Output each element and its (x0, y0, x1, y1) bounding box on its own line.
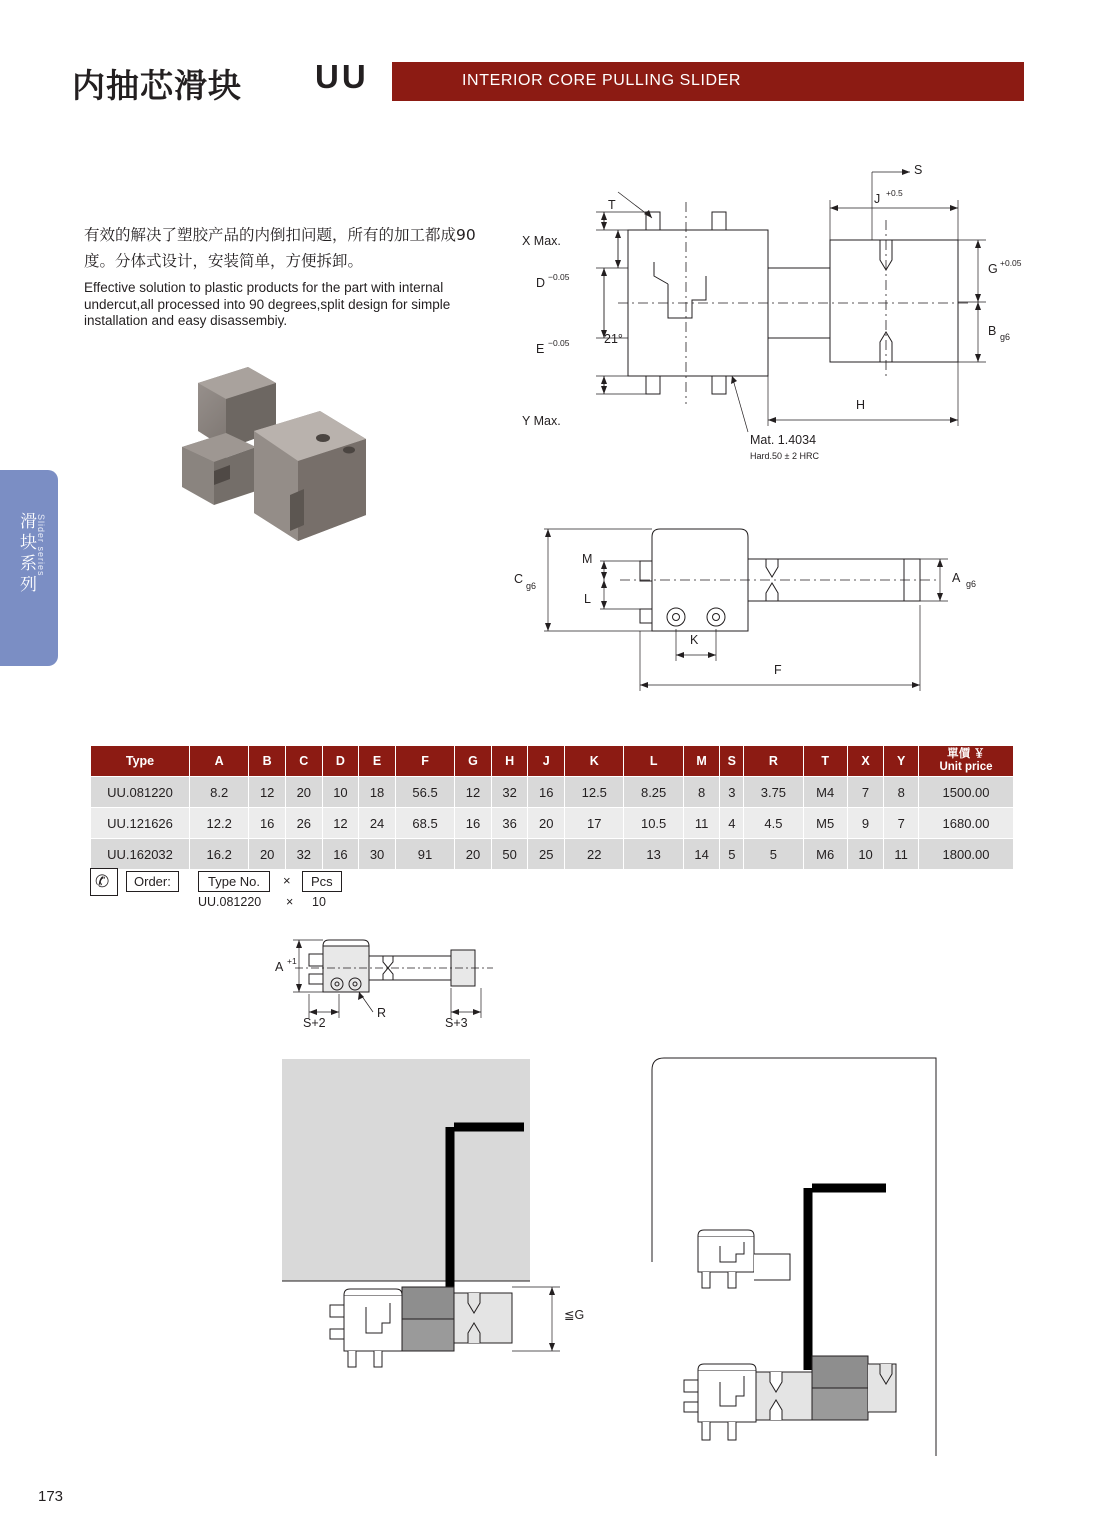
installation-dimension-drawing (255, 930, 545, 1035)
side-tab-label-en: Slider series (36, 514, 46, 577)
col-m: M (683, 746, 720, 777)
price-header-en: Unit price (939, 761, 993, 773)
page-title-cn: 内抽芯滑块 (72, 66, 242, 105)
label-s-plus-3: S+3 (445, 1016, 468, 1030)
order-example (90, 868, 510, 910)
label-g: G (988, 262, 998, 276)
col-k: K (565, 746, 624, 777)
label-m: M (582, 552, 593, 566)
cell-h: 36 (491, 808, 528, 839)
cell-x: 10 (847, 839, 884, 870)
label-x-max: X Max. (522, 234, 561, 248)
col-s: S (720, 746, 744, 777)
application-drawing-left (278, 1055, 598, 1475)
cell-e: 24 (359, 808, 396, 839)
table-row (91, 777, 1014, 808)
col-d: D (322, 746, 359, 777)
cell-t: M6 (803, 839, 847, 870)
cell-g: 12 (455, 777, 492, 808)
label-b-subscript: g6 (1000, 332, 1011, 342)
order-type-no-field[interactable]: Type No. (198, 871, 270, 892)
page-header (72, 60, 1024, 104)
cell-f: 91 (395, 839, 454, 870)
cell-c: 26 (285, 808, 322, 839)
col-y: Y (884, 746, 919, 777)
top-view-drawing (500, 505, 1020, 720)
label-s: S (914, 163, 923, 177)
col-b: B (249, 746, 286, 777)
cell-price: 1500.00 (919, 777, 1014, 808)
label-t: T (608, 198, 616, 212)
page-number: 173 (38, 1488, 64, 1505)
cell-r: 4.5 (744, 808, 803, 839)
cell-c: 20 (285, 777, 322, 808)
cell-l: 10.5 (624, 808, 683, 839)
label-a-plus1: A (275, 960, 284, 974)
side-tab-slider-series (0, 470, 58, 666)
cell-m: 14 (683, 839, 720, 870)
label-g-max: ≦G (564, 1308, 585, 1322)
col-h: H (491, 746, 528, 777)
cell-g: 16 (455, 808, 492, 839)
table-row (91, 808, 1014, 839)
label-c-subscript: g6 (526, 581, 537, 591)
product-photo (170, 355, 420, 570)
cell-j: 16 (528, 777, 565, 808)
cell-r: 5 (744, 839, 803, 870)
cell-k: 12.5 (565, 777, 624, 808)
cell-r: 3.75 (744, 777, 803, 808)
page-title-en: INTERIOR CORE PULLING SLIDER (462, 72, 742, 89)
label-l: L (584, 592, 591, 606)
label-r: R (377, 1006, 387, 1020)
label-a-subscript: g6 (966, 579, 977, 589)
cell-price: 1800.00 (919, 839, 1014, 870)
cell-h: 32 (491, 777, 528, 808)
order-pcs-field[interactable]: Pcs (302, 871, 342, 892)
cell-t: M4 (803, 777, 847, 808)
cell-y: 8 (884, 777, 919, 808)
cell-l: 13 (624, 839, 683, 870)
cell-d: 16 (322, 839, 359, 870)
cell-m: 8 (683, 777, 720, 808)
phone-icon: ✆ (90, 868, 118, 896)
cell-f: 56.5 (395, 777, 454, 808)
cell-c: 32 (285, 839, 322, 870)
cell-b: 16 (249, 808, 286, 839)
order-multiply-symbol: × (283, 873, 291, 888)
col-j: J (528, 746, 565, 777)
cell-m: 11 (683, 808, 720, 839)
col-a: A (190, 746, 249, 777)
label-d-tolerance: −0.05 (548, 272, 570, 282)
cell-a: 8.2 (190, 777, 249, 808)
label-b: B (988, 324, 997, 338)
cell-e: 18 (359, 777, 396, 808)
cell-k: 17 (565, 808, 624, 839)
spec-table (90, 745, 1014, 870)
cell-s: 5 (720, 839, 744, 870)
table-row (91, 839, 1014, 870)
cell-d: 12 (322, 808, 359, 839)
intro-text-en: Effective solution to plastic products for the part with internal undercut,all processed into 90 degrees,split design for simple installation and easy disassembiy. (84, 280, 451, 328)
label-hardness: Hard.50 ± 2 HRC (750, 451, 819, 461)
cell-b: 12 (249, 777, 286, 808)
cell-h: 50 (491, 839, 528, 870)
col-e: E (359, 746, 396, 777)
label-c: C (514, 572, 524, 586)
label-d: D (536, 276, 546, 290)
label-e-tolerance: −0.05 (548, 338, 570, 348)
label-k: K (690, 633, 699, 647)
cell-y: 11 (884, 839, 919, 870)
cell-a: 12.2 (190, 808, 249, 839)
price-header-cn: 單價 ￥ (947, 748, 985, 760)
cell-j: 20 (528, 808, 565, 839)
label-j-tolerance: +0.5 (886, 188, 903, 198)
label-y-max: Y Max. (522, 414, 561, 428)
label-s-plus-2: S+2 (303, 1016, 326, 1030)
label-a: A (952, 571, 961, 585)
side-tab-label-cn: 滑块系列 (16, 512, 36, 596)
cell-type: UU.162032 (91, 839, 190, 870)
application-drawing-right (640, 1040, 970, 1480)
cell-s: 3 (720, 777, 744, 808)
front-view-drawing (500, 150, 1020, 490)
header-accent-bar (392, 62, 1024, 101)
cell-j: 25 (528, 839, 565, 870)
order-example-multiply: × (286, 895, 294, 909)
col-type: Type (91, 746, 190, 777)
table-header-row (91, 746, 1014, 777)
col-l: L (624, 746, 683, 777)
cell-type: UU.121626 (91, 808, 190, 839)
col-c: C (285, 746, 322, 777)
order-example-qty: 10 (312, 895, 326, 909)
cell-x: 9 (847, 808, 884, 839)
cell-type: UU.081220 (91, 777, 190, 808)
label-h: H (856, 398, 866, 412)
label-f: F (774, 663, 782, 677)
cell-y: 7 (884, 808, 919, 839)
col-f: F (395, 746, 454, 777)
label-a-plus1-tolerance: +1 (287, 956, 297, 966)
intro-text-block (84, 222, 504, 330)
cell-d: 10 (322, 777, 359, 808)
intro-text-cn: 有效的解决了塑胶产品的内倒扣问题，所有的加工都成90度。分体式设计，安装简单，方便拆卸。 (84, 226, 476, 270)
label-j: J (874, 192, 881, 206)
label-angle-21: 21° (604, 332, 623, 346)
product-code: UU (315, 58, 369, 95)
cell-s: 4 (720, 808, 744, 839)
cell-f: 68.5 (395, 808, 454, 839)
order-example-type: UU.081220 (198, 895, 262, 909)
col-unit-price (919, 746, 1014, 777)
col-g: G (455, 746, 492, 777)
col-x: X (847, 746, 884, 777)
cell-b: 20 (249, 839, 286, 870)
cell-k: 22 (565, 839, 624, 870)
cell-a: 16.2 (190, 839, 249, 870)
col-r: R (744, 746, 803, 777)
cell-e: 30 (359, 839, 396, 870)
cell-t: M5 (803, 808, 847, 839)
label-e: E (536, 342, 545, 356)
order-label: Order: (126, 871, 179, 892)
col-t: T (803, 746, 847, 777)
label-g-tolerance: +0.05 (1000, 258, 1022, 268)
cell-l: 8.25 (624, 777, 683, 808)
cell-x: 7 (847, 777, 884, 808)
label-material: Mat. 1.4034 (750, 433, 817, 447)
cell-price: 1680.00 (919, 808, 1014, 839)
cell-g: 20 (455, 839, 492, 870)
